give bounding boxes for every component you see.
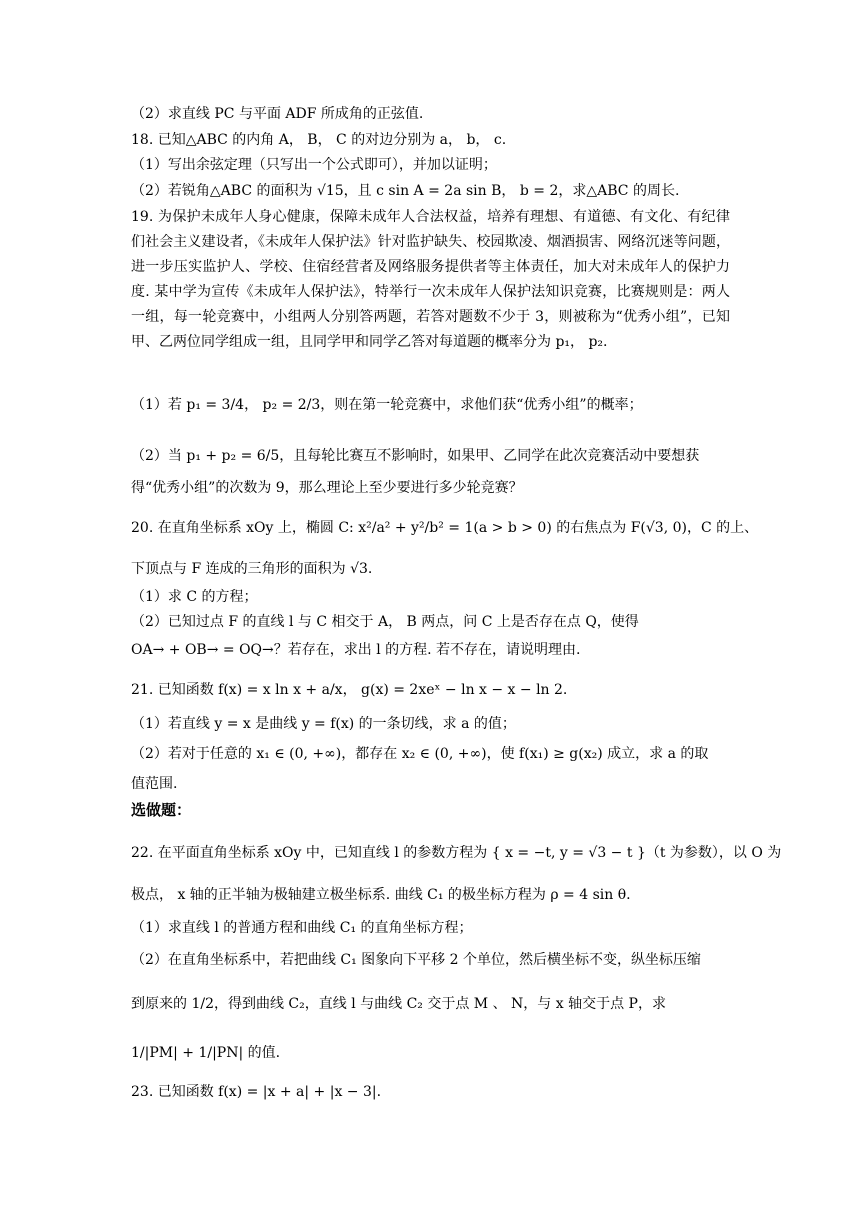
q20-stem-line1: 20. 在直角坐标系 xOy 上，椭圆 C: x²/a² + y²/b² = 1(a > b > 0) 的右焦点为 F(√3, 0)，C 的上、 xyxy=(131,520,759,536)
q22-part2-line2: 到原来的 1/2，得到曲线 C₂，直线 l 与曲线 C₂ 交于点 M 、 N，与 x 轴交于点 P，求 xyxy=(131,996,666,1012)
q21-stem: 21. 已知函数 f(x) = x ln x + a/x， g(x) = 2xeˣ − ln x − x − ln 2. xyxy=(131,682,568,698)
q19-stem: 19. 为保护未成年人身心健康，保障未成年人合法权益，培养有理想、有道德、有文化、有纪律们社会主义建设者，《未成年人保护法》针对监护缺失、校园欺凌、烟酒损害、网络沉迷等问题，进一步压实监护人、学校、住宿经营者及网络服务提供者等主体责任，加大对未成年人的保护力度. 某中学为宣传《未成年人保护法》，特举行一次未成年人保护法知识竞赛，比赛规则是：两人一组，每一轮竞赛中，小组两人分别答两题，若答对题数不少于 3，则被称为“优秀小组”，已知甲、乙两位同学组成一组，且同学甲和同学乙答对每道题的概率分为 p₁， p₂. xyxy=(131,209,730,350)
q21-part2-line1: （2）若对于任意的 x₁ ∈ (0, +∞)，都存在 x₂ ∈ (0, +∞)，使 f(x₁) ≥ g(x₂) 成立，求 a 的取 xyxy=(131,746,709,762)
q17-part2: （2）求直线 PC 与平面 ADF 所成角的正弦值. xyxy=(131,106,424,122)
q22-part1: （1）求直线 l 的普通方程和曲线 C₁ 的直角坐标方程； xyxy=(131,920,473,936)
q19-part2-line2: 得“优秀小组”的次数为 9，那么理论上至少要进行多少轮竞赛？ xyxy=(131,480,523,496)
q21-part1: （1）若直线 y = x 是曲线 y = f(x) 的一条切线，求 a 的值； xyxy=(131,716,516,732)
q18-part2: （2）若锐角△ABC 的面积为 √15，且 c sin A = 2a sin B， b = 2，求△ABC 的周长. xyxy=(131,183,680,199)
q19-part2-line1: （2）当 p₁ + p₂ = 6/5，且每轮比赛互不影响时，如果甲、乙同学在此次竞赛活动中要想获 xyxy=(131,448,700,464)
q22-stem-line1: 22. 在平面直角坐标系 xOy 中，已知直线 l 的参数方程为 { x = −t, y = √3 − t }（t 为参数），以 O 为 xyxy=(131,845,782,861)
section-heading: 选做题： xyxy=(131,801,192,819)
q20-part1: （1）求 C 的方程； xyxy=(131,589,258,605)
q22-part2-line3: 1/|PM| + 1/|PN| 的值. xyxy=(131,1045,281,1061)
q18-part1: （1）写出余弦定理（只写出一个公式即可），并加以证明； xyxy=(131,157,497,173)
q18-stem: 18. 已知△ABC 的内角 A， B， C 的对边分别为 a， b， c. xyxy=(131,132,507,148)
q20-part2-line2: OA→ + OB→ = OQ→？若存在，求出 l 的方程. 若不存在，请说明理由. xyxy=(131,642,581,658)
q21-part2-line2: 值范围. xyxy=(131,776,178,792)
q23-stem: 23. 已知函数 f(x) = |x + a| + |x − 3|. xyxy=(131,1084,382,1100)
q20-stem-line2: 下顶点与 F 连成的三角形的面积为 √3. xyxy=(131,561,373,577)
q22-part2-line1: （2）在直角坐标系中，若把曲线 C₁ 图象向下平移 2 个单位，然后横坐标不变，纵坐标压缩 xyxy=(131,952,701,968)
q22-stem-line2: 极点， x 轴的正半轴为极轴建立极坐标系. 曲线 C₁ 的极坐标方程为 ρ = 4 sin θ. xyxy=(131,887,631,903)
q19-part1: （1）若 p₁ = 3/4， p₂ = 2/3，则在第一轮竞赛中，求他们获“优秀小组”的概率； xyxy=(131,397,643,413)
q20-part2-line1: （2）已知过点 F 的直线 l 与 C 相交于 A， B 两点，问 C 上是否存在点 Q，使得 xyxy=(131,614,639,630)
